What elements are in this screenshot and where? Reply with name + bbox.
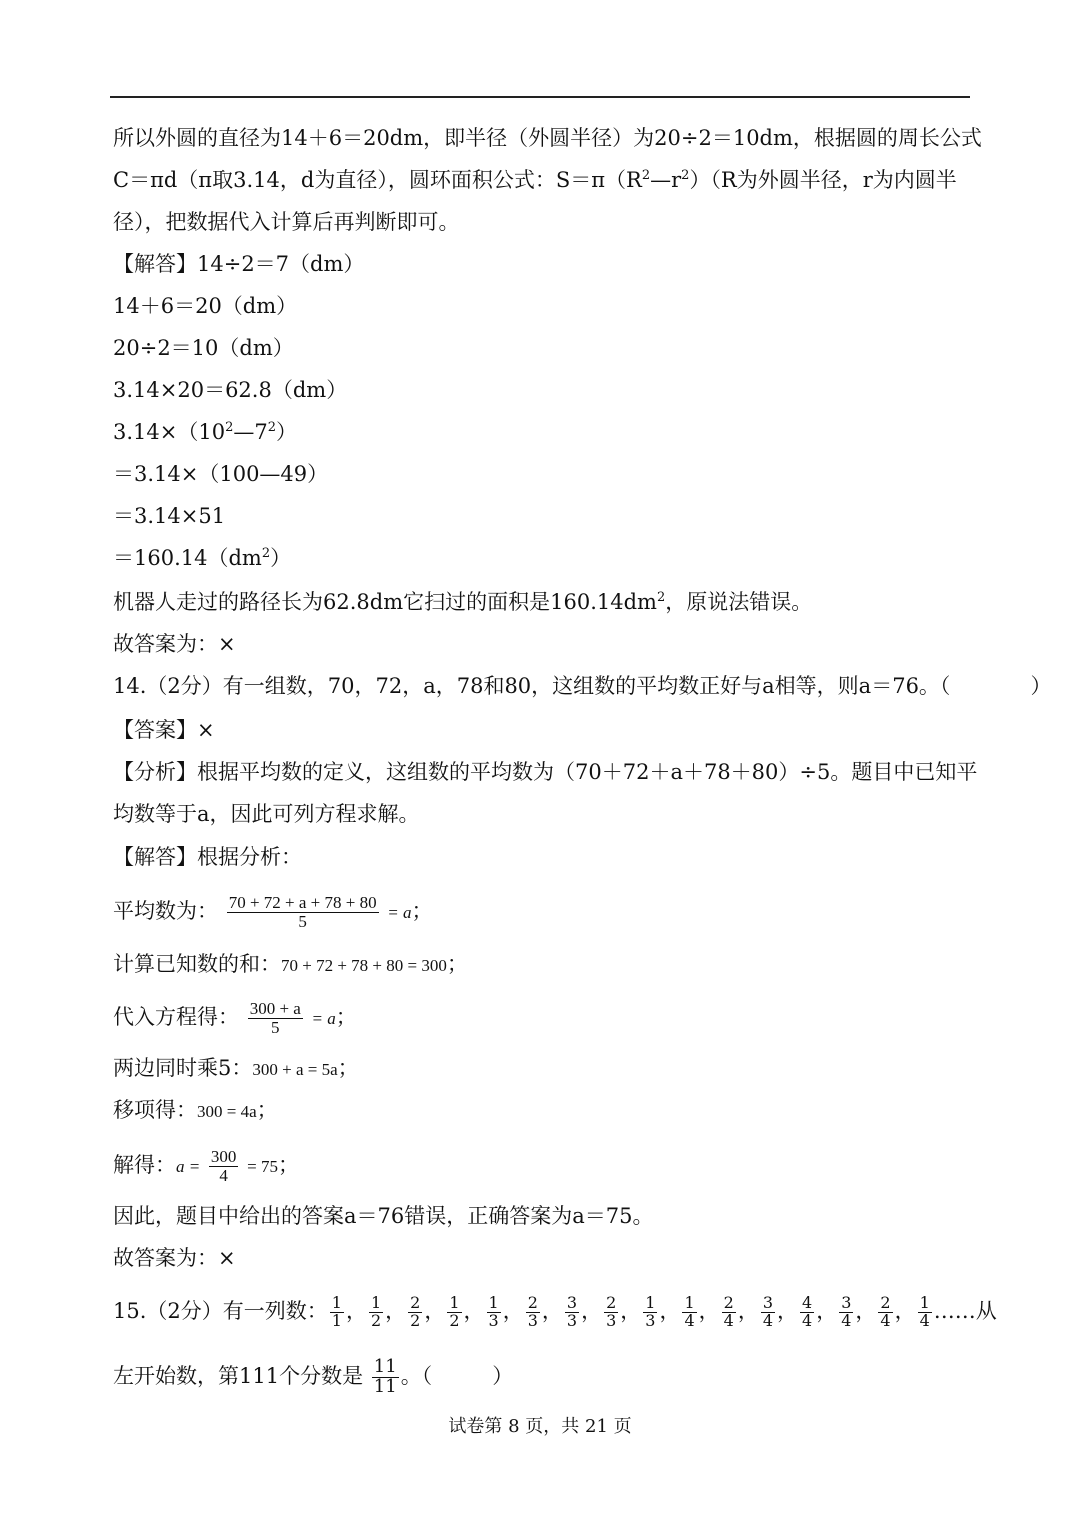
text-line: 所以外圆的直径为14＋6＝20dm，即半径（外圆半径）为20÷2＝10dm，根据圆的周长公式 [113,126,982,150]
sequence-fraction: $\frac{2}{2}$ [410,1293,421,1330]
calc-line: 3.14×20＝62.8（dm） [113,378,348,402]
equation-line: 代入方程得： $\frac{300 + a}{5}$ = a； [113,999,357,1037]
analysis-line: 【分析】根据平均数的定义，这组数的平均数为（70＋72＋a＋78＋80）÷5。题目中已知平 [113,760,978,784]
answer-line: 故答案为：× [113,1246,236,1270]
sequence-separator: ， [502,1298,524,1323]
fraction: $\frac{300 + a}{5}$ [249,999,301,1037]
sequence-separator: ， [737,1298,759,1323]
answer-line: 故答案为：× [113,632,236,656]
text-line: C＝πd（π取3.14，d为直径），圆环面积公式：$S=\pi(R^2—r^2)(R$为外圆半径，r为内圆半 [113,168,957,192]
fraction: $\frac{300}{4}$ [210,1147,237,1185]
analysis-line: 均数等于a，因此可列方程求解。 [113,802,420,826]
solution-heading: 【解答】14÷2＝7（dm） [113,252,365,276]
question-14: 14.（2分）有一组数，70，72，a，78和80，这组数的平均数正好与a相等，则a＝76。（ ） [113,674,1052,698]
sequence-separator: ， [345,1298,367,1323]
sequence-fraction: $\frac{1}{4}$ [919,1293,930,1330]
sequence-separator: ， [424,1298,446,1323]
sequence-separator: ， [541,1298,563,1323]
sequence-fraction: $\frac{1}{4}$ [684,1293,695,1330]
text-line: 机器人走过的路径长为62.8dm它扫过的面积是$160.14dm^2$，原说法错误。 [113,590,813,614]
text-line: 因此，题目中给出的答案a＝76错误，正确答案为a＝75。 [113,1204,654,1228]
sequence-fraction: $\frac{2}{3}$ [527,1293,538,1330]
sequence-separator: ， [463,1298,485,1323]
sequence-fraction: $\frac{4}{4}$ [802,1293,813,1330]
sequence-fraction: $\frac{1}{2}$ [449,1293,460,1330]
sequence-separator: ， [659,1298,681,1323]
header-rule [110,96,970,98]
sequence-fraction: $\frac{1}{3}$ [645,1293,656,1330]
fraction: $\frac{11}{11}$ [373,1356,397,1397]
sequence-separator: ， [855,1298,877,1323]
sequence-fraction: $\frac{1}{3}$ [488,1293,499,1330]
sequence-separator: ， [698,1298,720,1323]
sequence-separator: ， [620,1298,642,1323]
sequence-fraction: $\frac{1}{2}$ [370,1293,382,1330]
calc-line: ＝3.14×51 [113,504,226,528]
fraction: $\frac{70 + 72 + a + 78 + 80}{5}$ [228,893,377,931]
calc-line: $3.14\times(10^2—7^2)$ [113,420,298,444]
text-line: 径），把数据代入计算后再判断即可。 [113,210,460,234]
calc-line: 14＋6＝20（dm） [113,294,298,318]
question-15: 15.（2分）有一列数： $\frac{1}{1}$ ， $\frac{1}{2}$ ， $\frac{2}{2}$ ， $\frac{1}{2}$ ， $\frac{1}{3}$ ， $\frac{2}{3}$ ， $\frac{3}{3}$ ， $\frac{2}{3}$ ， $\frac{1}{3}$ ， $\frac{1}{4}$ ， $\frac{2}{4}$ ， $\frac{3}{4}$ ， $\frac{4}{4}$ ， $\frac{3}{4}$ ， $\frac{2}{4}$ ， $\frac{1}{4}$ ……从 [113,1293,997,1330]
sequence-fraction: $\frac{3}{4}$ [762,1293,774,1330]
calc-line: 20÷2＝10（dm） [113,336,294,360]
calc-line: ＝3.14×（100—49） [113,462,329,486]
calc-line: $=160.14(dm^2)$ [113,546,292,570]
equation-line: 解得：a = $\frac{300}{4}$ = 75； [113,1147,299,1185]
sequence-fraction: $\frac{2}{3}$ [606,1293,617,1330]
sequence-fraction: $\frac{2}{4}$ [880,1293,891,1330]
sequence-separator: ， [581,1298,603,1323]
sequence-fraction: $\frac{2}{4}$ [723,1293,734,1330]
sequence-separator: ， [894,1298,916,1323]
equation-line: 移项得：300 = 4a； [113,1098,278,1122]
answer-line: 【答案】× [113,718,215,742]
equation-line: 两边同时乘5：300 + a = 5a； [113,1056,359,1080]
sequence-fraction: $\frac{3}{4}$ [841,1293,852,1330]
equation-line: 计算已知数的和：70 + 72 + 78 + 80 = 300； [113,952,468,976]
question-15-continued: 左开始数，第111个分数是 $\frac{11}{11}$ 。（ ） [113,1356,514,1397]
solution-heading: 【解答】根据分析： [113,845,302,869]
sequence-fraction: $\frac{3}{3}$ [566,1293,578,1330]
sequence-separator: ， [777,1298,799,1323]
page-footer: 试卷第 8 页，共 21 页 [448,1416,632,1437]
equation-line: 平均数为： $\frac{70 + 72 + a + 78 + 80}{5}$ = a； [113,893,433,931]
sequence-fraction: $\frac{1}{1}$ [331,1293,342,1330]
sequence-separator: ， [385,1298,407,1323]
sequence-separator: ， [816,1298,838,1323]
